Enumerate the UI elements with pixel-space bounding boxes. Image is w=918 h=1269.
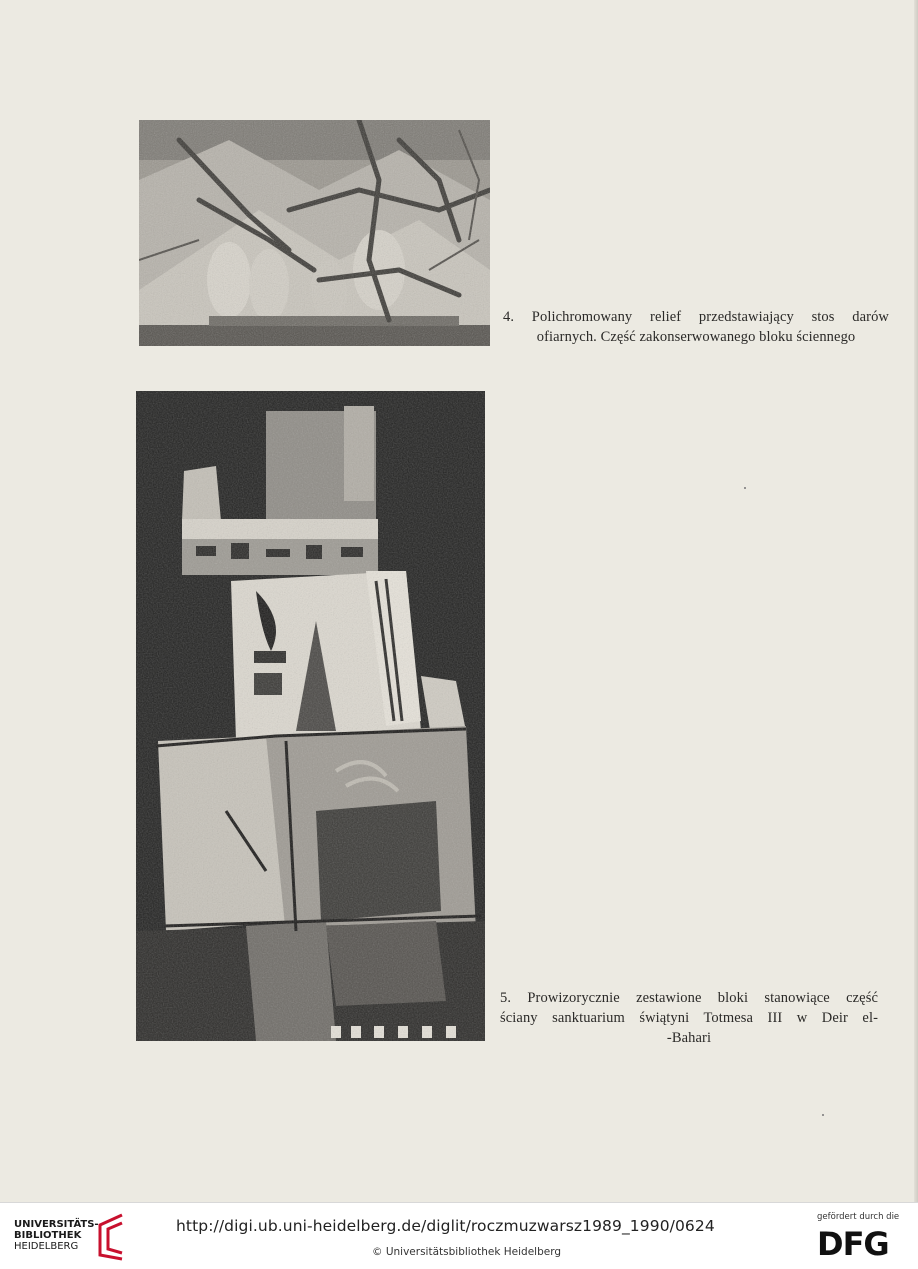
figure-5-caption-line-1: 5. Prowizorycznie zestawione bloki stanowiące część [500, 990, 878, 1006]
university-library-logo[interactable] [14, 1219, 99, 1252]
dust-speck [822, 1114, 824, 1116]
page-edge [914, 0, 918, 1202]
logo-line-2: BIBLIOTHEK [14, 1230, 82, 1241]
logo-line-1: UNIVERSITÄTS- [14, 1219, 99, 1230]
figure-4-caption-line-2: ofiarnych. Część zakonserwowanego bloku ściennego [536, 329, 856, 345]
funded-by-label: gefördert durch die [817, 1212, 900, 1222]
digitization-footer [0, 1202, 918, 1269]
dfg-logo[interactable]: DFG [817, 1225, 889, 1263]
figure-5-caption-line-3: -Bahari [666, 1030, 712, 1046]
figure-4-caption [503, 307, 889, 347]
figure-5-caption [500, 988, 878, 1048]
relief-image [139, 120, 490, 346]
copyright-notice: © Universitätsbibliothek Heidelberg [372, 1246, 562, 1258]
figure-5-wall-blocks-photo [136, 391, 485, 1041]
figure-4-relief-photo [139, 120, 490, 346]
dust-speck [744, 487, 746, 489]
library-mark-icon [92, 1211, 128, 1261]
logo-line-3: HEIDELBERG [14, 1241, 79, 1252]
figure-5-caption-line-2: ściany sanktuarium świątyni Totmesa III w Deir el- [500, 1010, 878, 1026]
wall-blocks-image [136, 391, 485, 1041]
permalink-url[interactable]: http://digi.ub.uni-heidelberg.de/diglit/roczmuzwarsz1989_1990/0624 [176, 1217, 715, 1235]
figure-4-caption-line-1: 4. Polichromowany relief przedstawiający stos darów [503, 309, 889, 325]
